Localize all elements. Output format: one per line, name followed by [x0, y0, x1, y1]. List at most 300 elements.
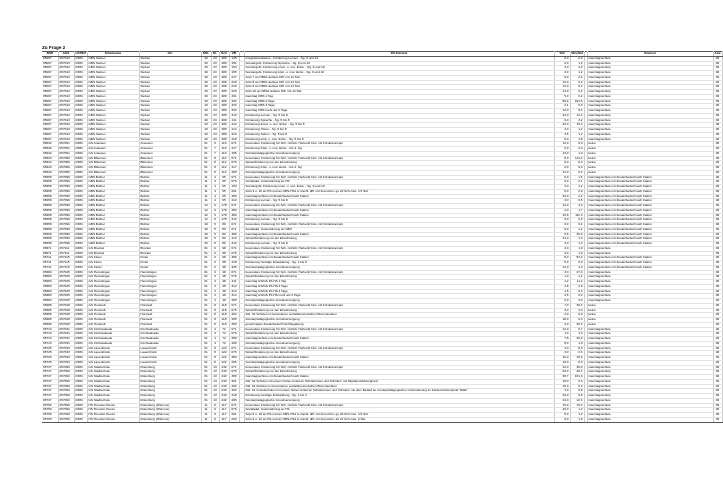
table-cell: RDM — [74, 408, 87, 413]
table-cell: 01 — [201, 265, 211, 270]
table-cell: 057043 — [58, 71, 74, 76]
table-cell: 057115 — [58, 256, 74, 261]
table-cell: Ganztagsschule mit Zusatzbedarf nach Faktor — [244, 256, 554, 261]
table-cell: 057061 — [58, 151, 74, 156]
table-cell: 40 — [201, 237, 211, 242]
table-cell: Sonderpädagogische Grundversorgung — [244, 341, 554, 346]
table-cell: Sprachförderung vor der Einschulung — [244, 332, 554, 337]
table-cell: Förderung Sehen - Sg. 5 bis 8 — [244, 132, 554, 137]
table-cell: Rotenburg — [139, 394, 201, 399]
table-cell: 495 — [229, 265, 239, 270]
table-cell: 3,3 — [570, 308, 584, 313]
column-header: Klartext — [587, 52, 713, 57]
table-cell: 15,0 — [554, 384, 570, 389]
table-cell: Ganztagsschule mit Zusatzbedarf nach Faktor — [587, 223, 713, 228]
table-cell: Brockel — [139, 251, 201, 256]
table-cell: 418 — [229, 137, 239, 142]
table-cell: 40 — [201, 66, 211, 71]
table-cell: Hemslingen — [139, 294, 201, 299]
table-cell: 13 — [211, 384, 219, 389]
table-cell: 8,3 — [570, 360, 584, 365]
table-cell: 05711 — [42, 256, 58, 261]
table-cell: 219 — [229, 85, 239, 90]
table-cell: Kirchwalsede — [139, 327, 201, 332]
table-cell: besondere Förderung für Sch. nichtdt. Herkunft bzw. mit Förderkonzept — [244, 223, 554, 228]
table-cell: GS Hemslingen — [87, 270, 139, 275]
table-cell: GBS Sieben — [87, 137, 139, 142]
table-cell: Sondergebl. Förderung körp. u. mot. Entw. - Sg. 9 und 10 — [244, 71, 554, 76]
table-cell: 0,4 — [570, 223, 584, 228]
table-cell: 071 — [229, 142, 239, 147]
table-cell: Ganztagsschule — [587, 337, 713, 342]
table-cell: 057060 — [58, 398, 74, 403]
table-cell: 9,0 — [554, 118, 570, 123]
table-cell: 23 — [211, 99, 219, 104]
table-cell: 40 — [201, 71, 211, 76]
table-cell: 057096 — [58, 199, 74, 204]
table-cell: 4 — [211, 189, 219, 194]
table-cell: 410 — [229, 242, 239, 247]
table-cell: 380 — [229, 208, 239, 213]
table-cell: GS Hemslingen — [87, 284, 139, 289]
table-cell: Sieben — [139, 128, 201, 133]
table-cell: 12,0 — [554, 142, 570, 147]
table-cell: Ganztagsschule — [587, 270, 713, 275]
table-cell: 2,2 — [570, 66, 584, 71]
table-cell: 057060 — [58, 417, 74, 422]
table-cell: 057025 — [58, 294, 74, 299]
table-cell: Bittersen — [139, 161, 201, 166]
table-cell: GBS Sieben — [87, 113, 139, 118]
table-cell: 01 — [201, 161, 211, 166]
table-cell: 01 — [201, 370, 211, 375]
table-cell: 11 — [201, 413, 211, 418]
table-cell: 05658 — [42, 208, 58, 213]
table-cell: 1,2 — [570, 128, 584, 133]
table-cell: 05634 — [42, 170, 58, 175]
table-cell: keine — [587, 322, 713, 327]
table-cell: 06 — [713, 417, 722, 422]
table-cell: 495 — [229, 360, 239, 365]
table-cell: 076 — [229, 308, 239, 313]
table-cell: 12,0 — [554, 365, 570, 370]
table-cell: GS Horstedt — [87, 322, 139, 327]
spreadsheet-sheet — [42, 45, 721, 423]
table-cell: 178 — [219, 208, 229, 213]
table-cell: 05632 — [42, 142, 58, 147]
column-header: ZB — [229, 52, 239, 57]
table-cell: 05097 — [42, 104, 58, 109]
table-cell: 36,9 — [570, 232, 584, 237]
table-cell: Ganztagsschule mit Zusatzbedarf nach Faktor — [587, 204, 713, 209]
table-cell: 1,0 — [554, 332, 570, 337]
table-cell: Förderung Körp. u. mot. Entw. - bis 4. Sg. — [244, 147, 554, 152]
table-cell: Ganztagsschule mit Zusatzbedarf nach Faktor — [587, 237, 713, 242]
table-cell: 6,0 — [554, 75, 570, 80]
table-cell: 489 — [219, 113, 229, 118]
table-cell: 01 — [201, 327, 211, 332]
table-cell: 05097 — [42, 75, 58, 80]
table-cell: RDM — [74, 284, 87, 289]
table-cell: 155 — [229, 71, 239, 76]
table-cell: 057043 — [58, 66, 74, 71]
table-cell: 057043 — [58, 85, 74, 90]
table-cell: GS Brockel — [87, 251, 139, 256]
table-cell: Ganztag GS/GS Pb HS 1 Tag — [244, 280, 554, 285]
table-cell: 65 — [219, 194, 229, 199]
table-cell: 057086 — [58, 161, 74, 166]
table-cell: 4,3 — [570, 204, 584, 209]
table-cell: RDM — [74, 147, 87, 152]
table-cell: RDM — [74, 332, 87, 337]
table-cell: Ganztagsschule — [587, 294, 713, 299]
table-cell: 06 — [713, 318, 722, 323]
table-cell: 3,0 — [554, 242, 570, 247]
table-cell: GS Fintel — [87, 265, 139, 270]
table-cell: 418 — [229, 261, 239, 266]
table-cell: 05658 — [42, 180, 58, 185]
table-cell: 13 — [211, 365, 219, 370]
table-cell: GBS Bothel — [87, 204, 139, 209]
table-cell: 12 — [201, 213, 211, 218]
table-cell: Sieben — [139, 66, 201, 71]
table-cell: 8 — [211, 356, 219, 361]
table-cell: 13 — [211, 379, 219, 384]
table-cell: 057043 — [58, 90, 74, 95]
table-cell: 218 — [229, 80, 239, 85]
table-cell: Ganztagsschule mit Zusatzbedarf nach Faktor — [587, 175, 713, 180]
table-cell: 01 — [201, 341, 211, 346]
table-cell: Ganztagsschule — [587, 94, 713, 99]
table-cell: 145 — [229, 56, 239, 61]
table-cell: 8 — [211, 360, 219, 365]
table-cell: GS Stadtschule — [87, 379, 139, 384]
table-cell: 21,0 — [554, 237, 570, 242]
table-cell: 01 — [201, 318, 211, 323]
table-cell: 36,0 — [570, 365, 584, 370]
table-cell: 05097 — [42, 132, 58, 137]
table-cell: Ganztagsschule mit Zusatzbedarf nach Faktor — [587, 227, 713, 232]
table-cell: 8 — [211, 322, 219, 327]
table-cell: 05686 — [42, 313, 58, 318]
table-cell: 23 — [211, 113, 219, 118]
table-cell: 057096 — [58, 213, 74, 218]
table-cell: 3 — [211, 275, 219, 280]
table-cell: RDM — [74, 123, 87, 128]
table-cell: Sonderpädagogische Grundversorgung — [244, 299, 554, 304]
table-cell: 06 — [713, 180, 722, 185]
table-cell: 06 — [713, 80, 722, 85]
table-cell: Hemslingen — [139, 275, 201, 280]
table-cell: 40 — [201, 123, 211, 128]
table-cell: Ganztagsschule — [587, 398, 713, 403]
table-cell: 11 — [201, 175, 211, 180]
table-cell: besondere Förderung für Sch. nichtdt. Herkunft bzw. mit Förderkonzept — [244, 403, 554, 408]
table-cell: RDM — [74, 394, 87, 399]
table-cell: 05097 — [42, 118, 58, 123]
table-cell: 12 — [201, 208, 211, 213]
table-cell: 0,3 — [570, 351, 584, 356]
table-cell: GS Lauenbrück — [87, 360, 139, 365]
table-cell: Sieben — [139, 132, 201, 137]
table-cell: 0 — [211, 256, 219, 261]
table-cell: 240 — [219, 398, 229, 403]
table-cell: 240 — [219, 384, 229, 389]
table-cell: 06 — [713, 99, 722, 104]
table-cell: 3,0 — [554, 308, 570, 313]
table-cell: 40 — [201, 85, 211, 90]
table-cell: 6,0 — [554, 137, 570, 142]
table-cell: 11 — [201, 189, 211, 194]
table-cell: RDM — [74, 351, 87, 356]
table-cell: 05737 — [42, 389, 58, 394]
table-cell: 482 — [229, 313, 239, 318]
table-cell: 3,0 — [554, 322, 570, 327]
table-cell: 14,0 — [554, 151, 570, 156]
table-cell: 118 — [219, 318, 229, 323]
table-cell: GBS Bothel — [87, 180, 139, 185]
table-cell: 071 — [229, 270, 239, 275]
table-cell: 1,2 — [570, 227, 584, 232]
table-cell: Rotenburg — [139, 370, 201, 375]
table-cell: 0,5 — [570, 199, 584, 204]
table-cell: 057043 — [58, 109, 74, 114]
table-cell: 06 — [713, 346, 722, 351]
table-cell: GBS Bothel — [87, 237, 139, 242]
table-cell: 23 — [211, 137, 219, 142]
column-header: Sch — [219, 52, 229, 57]
table-cell: 01 — [201, 351, 211, 356]
table-cell: keine — [587, 308, 713, 313]
table-cell: 05671 — [42, 251, 58, 256]
table-cell: 489 — [219, 90, 229, 95]
table-cell: Fintel — [139, 256, 201, 261]
table-cell: 6,0 — [554, 147, 570, 152]
table-cell: 057061 — [58, 142, 74, 147]
table-cell: 01 — [201, 379, 211, 384]
table-cell: 240 — [219, 370, 229, 375]
table-cell: Integrationsklasse - Förderung Lernen - Sg. 8 und 10 — [244, 56, 554, 61]
table-cell: 06 — [713, 156, 722, 161]
table-cell: GBS Sieben — [87, 90, 139, 95]
table-cell: 380 — [229, 256, 239, 261]
table-cell: keine — [587, 161, 713, 166]
table-cell: 23 — [211, 132, 219, 137]
table-cell: 01 — [201, 156, 211, 161]
table-cell: 05737 — [42, 384, 58, 389]
table-cell: 3,0 — [554, 61, 570, 66]
table-cell: Ganztagsschule — [587, 128, 713, 133]
table-cell: 057060 — [58, 403, 74, 408]
table-cell: 2,2 — [570, 194, 584, 199]
table-cell: Förderung Lernen - Sg. 5 bis 8 — [244, 218, 554, 223]
table-cell: Std. für Schulen in besonderen sozialökonomischen Brennpunkten — [244, 384, 554, 389]
table-cell: Ganztagsschule — [587, 251, 713, 256]
table-cell: 414 — [229, 128, 239, 133]
table-cell: 22,0 — [554, 194, 570, 199]
table-cell: 05725 — [42, 346, 58, 351]
table-cell: 495 — [229, 170, 239, 175]
table-cell: 05713 — [42, 341, 58, 346]
table-cell: 20,1 — [570, 370, 584, 375]
table-cell: Ganztagsschule mit Zusatzbedarf nach Faktor — [587, 261, 713, 266]
table-cell: Ganztagsschule mit Zusatzbedarf nach Faktor — [587, 189, 713, 194]
table-cell: 5 — [211, 237, 219, 242]
table-cell: Horstedt — [139, 322, 201, 327]
table-cell: RDM — [74, 398, 87, 403]
table-cell: 057060 — [58, 370, 74, 375]
table-cell: 2,1 — [570, 180, 584, 185]
table-cell: RDM — [74, 384, 87, 389]
table-cell: GS Bittersen — [87, 156, 139, 161]
table-cell: 06 — [713, 275, 722, 280]
table-cell: 11 — [201, 408, 211, 413]
table-cell: RDM — [74, 128, 87, 133]
table-cell: 06 — [713, 147, 722, 152]
table-cell: 2,3 — [570, 56, 584, 61]
table-cell: 05658 — [42, 204, 58, 209]
table-cell: Ganztagsschule mit Zusatzbedarf nach Faktor — [587, 185, 713, 190]
table-cell: 01 — [201, 299, 211, 304]
table-cell: 1,3 — [570, 237, 584, 242]
table-cell: 05711 — [42, 261, 58, 266]
table-cell: 01 — [201, 332, 211, 337]
table-cell: Kirchwalsede — [139, 341, 201, 346]
table-cell: RDM — [74, 237, 87, 242]
table-cell: 114 — [219, 166, 229, 171]
table-cell: Ganztagsschule mit Zusatzbedarf nach Faktor — [244, 337, 554, 342]
column-header: SKL — [202, 51, 210, 56]
table-cell: 48 — [219, 280, 229, 285]
table-cell: 15,3 — [570, 123, 584, 128]
table-cell: 8,4 — [570, 109, 584, 114]
table-cell: Sieben — [139, 90, 201, 95]
table-cell: 057028 — [58, 313, 74, 318]
table-cell: GBS Sieben — [87, 118, 139, 123]
table-cell: 06 — [713, 280, 722, 285]
table-cell: 076 — [229, 180, 239, 185]
table-cell: besondere Förderung für Sch. nichtdt. Herkunft bzw. mit Förderkonzept — [244, 204, 554, 209]
table-cell: 23 — [211, 104, 219, 109]
table-cell: 05683 — [42, 299, 58, 304]
table-cell: 5,0 — [554, 94, 570, 99]
table-cell: RDM — [74, 199, 87, 204]
table-cell: Ganztagsschule mit Zusatzbedarf nach Faktor — [587, 256, 713, 261]
table-cell: 240 — [219, 389, 229, 394]
table-cell: 0,8 — [570, 389, 584, 394]
table-cell: 057060 — [58, 389, 74, 394]
table-cell: 89 — [219, 242, 229, 247]
table-cell: 11 — [201, 180, 211, 185]
table-cell: 23 — [211, 90, 219, 95]
table-cell: Sonderpädagogische Grundversorgung — [244, 170, 554, 175]
table-cell: 05658 — [42, 185, 58, 190]
table-cell: GS Lauenbrück — [87, 351, 139, 356]
table-cell: 2,3 — [570, 147, 584, 152]
table-cell: 057060 — [58, 408, 74, 413]
table-cell: GS Hemslingen — [87, 275, 139, 280]
table-cell: 0 — [211, 142, 219, 147]
table-cell: Ganztagsschule mit Zusatzbedarf nach Faktor — [587, 242, 713, 247]
table-cell: 05737 — [42, 365, 58, 370]
table-cell: 01 — [201, 294, 211, 299]
table-cell: 489 — [219, 137, 229, 142]
table-cell: 6,0 — [554, 180, 570, 185]
table-cell: 057028 — [58, 303, 74, 308]
table-cell: 05686 — [42, 318, 58, 323]
table-cell: 6,0 — [554, 218, 570, 223]
table-cell: keine — [587, 156, 713, 161]
table-cell: 057096 — [58, 189, 74, 194]
table-cell: Horstedt — [139, 313, 201, 318]
table-cell: 16,3 — [570, 356, 584, 361]
table-cell: 3,0 — [554, 251, 570, 256]
table-cell: 495 — [229, 341, 239, 346]
table-cell: Lauenbrück — [139, 360, 201, 365]
table-cell: 01 — [201, 170, 211, 175]
table-cell: Förderung Geistige Entwicklung - Sg. 1 bis 4 — [244, 394, 554, 399]
table-cell: HS Theodor-Heuss — [87, 413, 139, 418]
table-cell: 06 — [713, 66, 722, 71]
table-cell: 06 — [713, 128, 722, 133]
table-cell: 80,4 — [554, 99, 570, 104]
table-cell: 06 — [713, 308, 722, 313]
table-cell: 65 — [219, 180, 229, 185]
table-cell: 01 — [201, 151, 211, 156]
table-cell: 240 — [219, 375, 229, 380]
table-cell: 380 — [229, 375, 239, 380]
table-cell: 06 — [713, 365, 722, 370]
table-cell: 06 — [713, 370, 722, 375]
table-cell: 40 — [201, 227, 211, 232]
table-cell: Ganztagsschule — [587, 417, 713, 422]
table-cell: 01 — [201, 337, 211, 342]
table-cell: 12,3 — [570, 398, 584, 403]
table-cell: RDM — [74, 289, 87, 294]
table-cell: 8,3 — [570, 161, 584, 166]
table-cell: GS Horstedt — [87, 308, 139, 313]
table-cell: Sieben — [139, 94, 201, 99]
table-cell: Sieben — [139, 61, 201, 66]
table-cell: 06 — [713, 313, 722, 318]
table-cell: 98 — [219, 261, 229, 266]
table-cell: Ganztagsschule — [587, 280, 713, 285]
table-cell: 7 — [211, 151, 219, 156]
table-cell: 118 — [219, 303, 229, 308]
table-cell: GS Horstedt — [87, 313, 139, 318]
table-cell: 01 — [201, 166, 211, 171]
table-cell: GS Hemslingen — [87, 289, 139, 294]
table-cell: 076 — [229, 275, 239, 280]
table-cell: GBS Bothel — [87, 213, 139, 218]
table-cell: RDM — [74, 379, 87, 384]
table-cell: 401 — [229, 379, 239, 384]
table-cell: 0,0 — [570, 313, 584, 318]
table-cell: 489 — [219, 75, 229, 80]
table-cell: RDM — [74, 346, 87, 351]
table-cell: 06 — [713, 261, 722, 266]
table-cell: RDM — [74, 251, 87, 256]
table-cell: RDM — [74, 280, 87, 285]
table-cell: 5,0 — [554, 413, 570, 418]
table-cell: Rotenburg — [139, 365, 201, 370]
table-cell: 495 — [229, 299, 239, 304]
table-cell: 333 — [229, 104, 239, 109]
table-cell: Sieben — [139, 75, 201, 80]
table-cell: 06 — [713, 322, 722, 327]
table-cell: 40 — [201, 104, 211, 109]
table-cell: 489 — [219, 80, 229, 85]
